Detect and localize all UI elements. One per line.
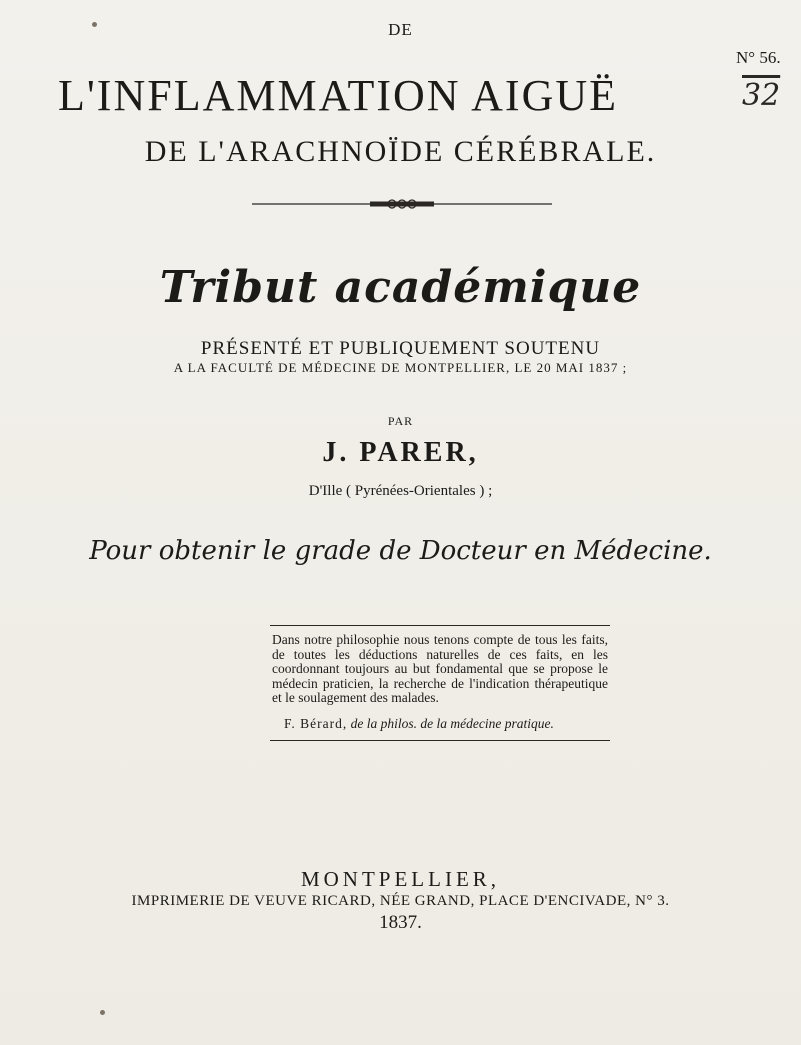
epigraph-rule-bottom	[270, 740, 610, 741]
par-line: PAR	[387, 414, 414, 428]
faculty-line: A LA FACULTÉ DE MÉDECINE DE MONTPELLIER, LE 20 MAI 1837 ;	[173, 360, 628, 375]
degree-goal: Pour obtenir le grade de Docteur en Médecine.	[89, 536, 712, 566]
speck-mark	[100, 1010, 105, 1015]
author-name: J. PARER,	[322, 437, 479, 468]
imprint-year: 1837.	[379, 912, 422, 933]
title-prefix: DE	[388, 20, 413, 39]
epigraph-text: Dans notre philosophie nous tenons compte de tous les faits, de toutes les déductions naturelles de ces faits, en les coordonnant toujours au but fondamental que se propose le médecin praticien, la recherche de l'indication thérapeutique et le soulagement des malades.	[272, 632, 608, 705]
imprint-city: MONTPELLIER,	[300, 867, 501, 891]
subtitle: DE L'ARACHNOÏDE CÉRÉBRALE.	[144, 135, 657, 168]
thesis-heading: Tribut académique	[159, 262, 642, 313]
thesis-number: N° 56.	[736, 48, 781, 67]
epigraph-citation	[284, 716, 614, 732]
author-origin: D'Ille ( Pyrénées-Orientales ) ;	[308, 483, 493, 499]
imprint-printer: IMPRIMERIE DE VEUVE RICARD, NÉE GRAND, PLACE D'ENCIVADE, N° 3.	[131, 893, 670, 909]
main-title: L'INFLAMMATION AIGUË	[58, 71, 619, 120]
epigraph-work: de la philos. de la médecine pratique.	[350, 716, 554, 731]
ornament-divider-icon	[252, 197, 552, 211]
epigraph-author: F. Bérard,	[284, 716, 348, 731]
epigraph-rule-top	[270, 625, 610, 626]
handwritten-number: 32	[742, 78, 781, 113]
speck-mark	[92, 22, 97, 27]
presented-line: PRÉSENTÉ ET PUBLIQUEMENT SOUTENU	[200, 338, 601, 359]
